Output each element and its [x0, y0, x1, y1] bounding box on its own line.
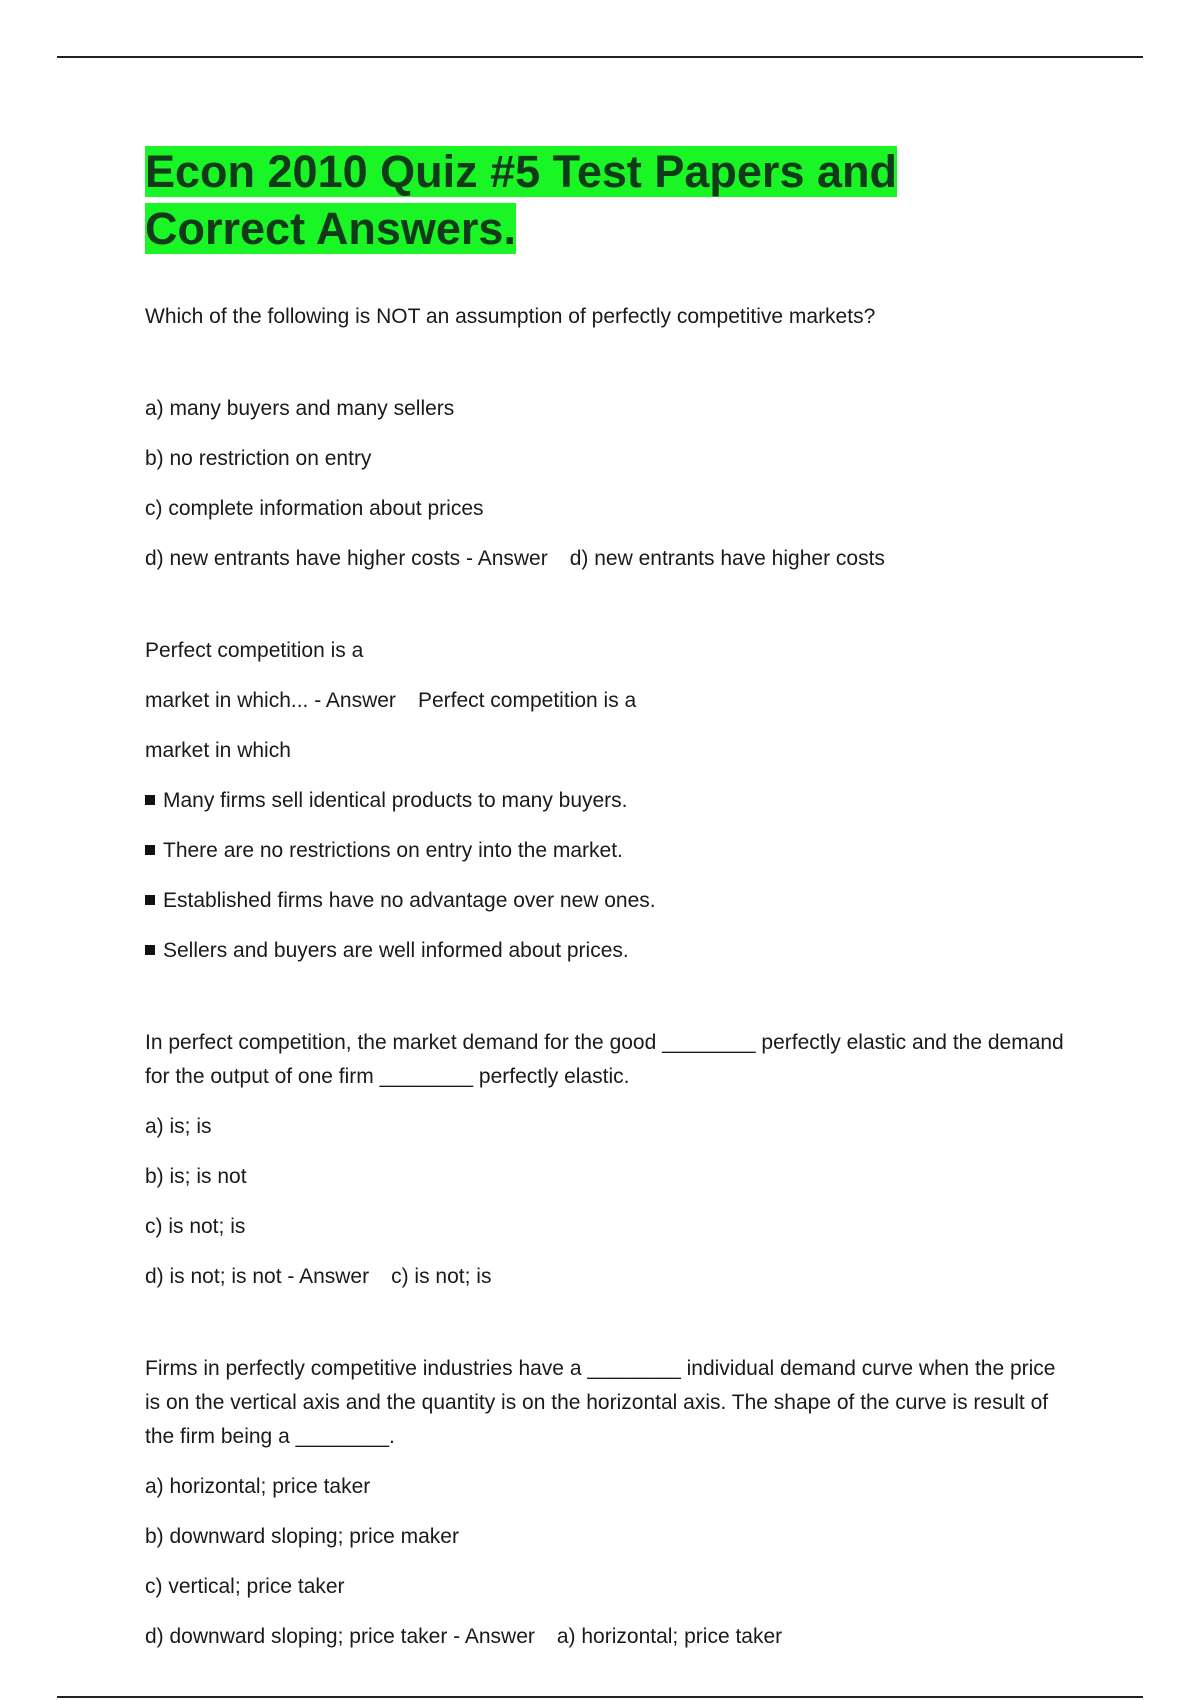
question-3-option-d: d) is not; is not: [145, 1265, 282, 1288]
list-item: [145, 834, 1075, 868]
question-1-option-b: b) no restriction on entry: [145, 447, 372, 470]
question-1-option-d: d) new entrants have higher costs: [145, 547, 461, 570]
page-title: [145, 143, 1045, 257]
list-item-text: There are no restrictions on entry into the market.: [163, 839, 623, 862]
square-bullet-icon: [145, 945, 155, 955]
question-4-option-d-answer-line: [145, 1620, 1075, 1654]
spacer: [145, 968, 1075, 1026]
question-4-option-a: a) horizontal; price taker: [145, 1475, 371, 1498]
question-4-prompt: Firms in perfectly competitive industries have a ________ individual demand curve when the price is on the vertical axis and the quantity is on the horizontal axis. The shape of the curve is result of the firm being a ________.: [145, 1357, 1056, 1448]
question-1-option-c: c) complete information about prices: [145, 497, 484, 520]
question-2-answer-line-1: Perfect competition is a: [417, 689, 637, 712]
title-highlight: Econ 2010 Quiz #5 Test Papers and Correct Answers.: [145, 146, 897, 254]
list-item-text: Established firms have no advantage over new ones.: [163, 889, 656, 912]
list-item-text: Many firms sell identical products to many buyers.: [163, 789, 628, 812]
spacer: [145, 476, 1075, 492]
answer-marker: - Answer: [287, 1265, 370, 1288]
title-block: [145, 143, 1045, 257]
footer-rule: [57, 1696, 1143, 1698]
spacer: [145, 668, 1075, 684]
square-bullet-icon: [145, 845, 155, 855]
question-1-option-d-answer-line: [145, 542, 1075, 576]
spacer: [145, 1504, 1075, 1520]
answer-marker: - Answer: [453, 1625, 535, 1648]
question-3-option-a: a) is; is: [145, 1115, 212, 1138]
spacer: [145, 1244, 1075, 1260]
question-3-option-c: c) is not; is: [145, 1215, 246, 1238]
spacer: [145, 526, 1075, 542]
answer-marker: - Answer: [314, 689, 396, 712]
spacer: [145, 576, 1075, 634]
list-item-text: Sellers and buyers are well informed about prices.: [163, 939, 629, 962]
question-3-prompt: In perfect competition, the market demand for the good ________ perfectly elastic and the demand for the output of one firm ________ perfectly elastic.: [145, 1031, 1064, 1088]
question-1-option-a: a) many buyers and many sellers: [145, 397, 455, 420]
question-3: [145, 1026, 1075, 1294]
question-2-prompt-line-2: market in which...: [145, 689, 309, 712]
spacer: [145, 868, 1075, 884]
spacer: [145, 1604, 1075, 1620]
list-item: [145, 784, 1075, 818]
question-2: [145, 634, 1075, 968]
spacer: [145, 1194, 1075, 1210]
spacer: [145, 918, 1075, 934]
question-4-option-d: d) downward sloping; price taker: [145, 1625, 448, 1648]
spacer: [145, 818, 1075, 834]
question-2-prompt-answer-line: [145, 684, 1075, 718]
question-3-option-b: b) is; is not: [145, 1165, 247, 1188]
question-1-answer: d) new entrants have higher costs: [569, 547, 885, 570]
question-4-answer: a) horizontal; price taker: [556, 1625, 783, 1648]
spacer: [145, 1144, 1075, 1160]
square-bullet-icon: [145, 895, 155, 905]
spacer: [145, 768, 1075, 784]
question-4: [145, 1352, 1075, 1654]
question-2-answer-line-2: market in which: [145, 739, 291, 762]
document-body: [145, 300, 1075, 1654]
question-4-option-b: b) downward sloping; price maker: [145, 1525, 459, 1548]
square-bullet-icon: [145, 795, 155, 805]
spacer: [145, 1554, 1075, 1570]
spacer: [145, 1094, 1075, 1110]
list-item: [145, 884, 1075, 918]
spacer: [145, 426, 1075, 442]
question-2-prompt-line-1: Perfect competition is a: [145, 639, 364, 662]
question-1-prompt: Which of the following is NOT an assumption of perfectly competitive markets?: [145, 305, 876, 328]
spacer: [145, 1294, 1075, 1352]
spacer: [145, 334, 1075, 392]
answer-marker: - Answer: [466, 547, 548, 570]
question-3-answer: c) is not; is: [391, 1265, 492, 1288]
header-rule: [57, 56, 1143, 58]
list-item: [145, 934, 1075, 968]
question-4-option-c: c) vertical; price taker: [145, 1575, 345, 1598]
spacer: [145, 718, 1075, 734]
question-1: [145, 300, 1075, 576]
question-3-option-d-answer-line: [145, 1260, 1075, 1294]
spacer: [145, 1454, 1075, 1470]
